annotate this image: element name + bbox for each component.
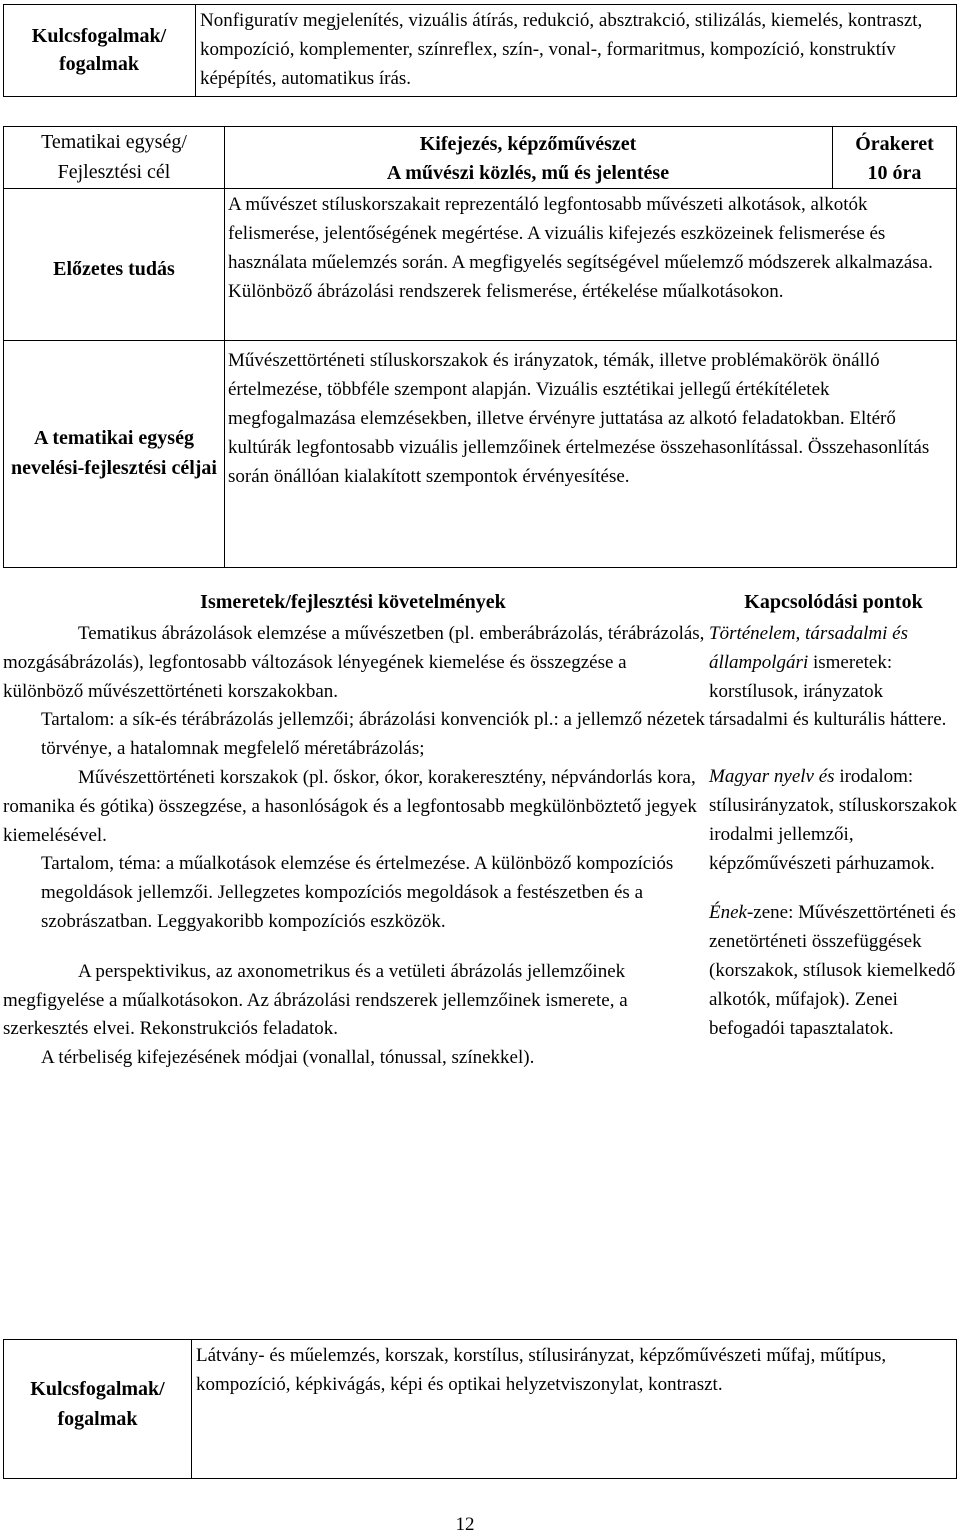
connection-music-subject: Ének <box>709 902 747 924</box>
connection-literature-text: irodalom: stílusirányzatok, stíluskorszakok irodalmi jellemzői, képzőművészeti párhuzamok. <box>709 766 958 874</box>
connection-literature <box>709 763 959 878</box>
requirements-header: Ismeretek/fejlesztési követelmények <box>200 591 506 613</box>
connections-body <box>709 620 959 1043</box>
requirement-paragraph-1: Tematikus ábrázolások elemzése a művészetben (pl. emberábrázolás, térábrázolás, mozgásábrázolás), legfontosabb változások lényegének kiemelése és összegzése a különböző művészettörténeti korszakokban. <box>3 623 705 702</box>
page-number: 12 <box>455 1514 475 1535</box>
connection-history <box>709 620 959 735</box>
unit-table-col-divider <box>224 126 225 568</box>
requirement-paragraph-5: A perspektivikus, az axonometrikus és a vetületi ábrázolás jellemzőinek megfigyelése a műalkotásokon. Az ábrázolási rendszerek jellemzőinek ismerete, a szerkesztés elvei. Rekonstrukciós feladatok. <box>3 960 628 1040</box>
top-concepts-divider <box>195 4 196 97</box>
requirement-paragraph-4: Tartalom, téma: a műalkotások elemzése és értelmezése. A különböző kompozíciós megoldások jellemzői. Jellegzetes kompozíciós megoldások a festészetben és a szobrászatban. Leggyakoribb kompozíciós eszközök. <box>41 853 674 932</box>
unit-row-divider-1 <box>3 188 957 189</box>
connection-music-text: -zene: Művészettörténeti és zenetörténeti összefüggések (korszakok, stílusok kiemelkedő alkotók, műfajok). Zenei befogadói tapasztalatok. <box>709 902 956 1039</box>
goals-text: Művészettörténeti stíluskorszakok és irányzatok, témák, illetve problémakörök önálló értelmezése, többféle szempont alapján. Vizuális esztétikai jellegű értékítéletek megfogalmazása elemzésekben, illetve érvényre juttatása az alkotó feladatokban. Eltérő kultúrák legfontosabb vizuális jellemzőinek értelmezése összehasonlítással. Összehasonlítás során önállóan kialakított szempontok érvényesítése. <box>228 350 930 487</box>
prior-knowledge-text: A művészet stíluskorszakait reprezentáló legfontosabb művészeti alkotások, alkotók felismerése, jelentőségének megértése. A vizuális kifejezés eszközeinek felismerése és használata műelemzés során. A megfigyelés segítségével műelemző módszerek alkalmazása. Különböző ábrázolási rendszerek felismerése, értékelése műalkotásokon. <box>228 194 933 302</box>
unit-title <box>228 130 828 188</box>
prior-knowledge-label: Előzetes tudás <box>53 258 175 280</box>
connection-history-text: ismeretek: korstílusok, irányzatok társadalmi és kulturális háttere. <box>709 651 947 731</box>
unit-title-line1: Kifejezés, képzőművészet <box>419 133 637 155</box>
unit-hours-divider <box>832 126 833 188</box>
bottom-concepts-text: Látvány- és műelemzés, korszak, korstílus, stílusirányzat, képzőművészeti műfaj, műtípus, kompozíció, képkivágás, képi és optikai helyzetviszonylat, kontraszt. <box>196 1345 887 1395</box>
bottom-concepts-label: Kulcsfogalmak/ fogalmak <box>30 1378 165 1430</box>
unit-hours <box>834 130 955 188</box>
requirement-paragraph-6: A térbeliség kifejezésének módjai (vonallal, tónussal, színekkel). <box>41 1047 535 1069</box>
connection-history-subject: Történelem, társadalmi és állampolgári <box>709 623 908 673</box>
unit-title-line2: A művészi közlés, mű és jelentése <box>386 162 670 184</box>
requirement-paragraph-2: Tartalom: a sík-és térábrázolás jellemzői; ábrázolási konvenciók pl.: a jellemző nézetek törvénye, a hatalomnak megfelelő méretábrázolás; <box>41 709 705 760</box>
requirements-body <box>3 620 705 1073</box>
connection-music <box>709 899 959 1043</box>
connection-literature-subject: Magyar nyelv és <box>709 766 835 788</box>
unit-label: Tematikai egység/ Fejlesztési cél <box>41 131 187 183</box>
top-concepts-label: Kulcsfogalmak/ fogalmak <box>31 25 167 75</box>
unit-row-divider-2 <box>3 340 957 341</box>
top-concepts-text: Nonfiguratív megjelenítés, vizuális átírás, redukció, absztrakció, stilizálás, kiemelés, kontraszt, kompozíció, komplementer, színreflex, szín-, vonal-, formaritmus, kompozíció, konstruktív képépítés, automatikus írás. <box>200 10 923 89</box>
hours-value: 10 óra <box>867 162 922 184</box>
bottom-concepts-divider <box>191 1339 192 1479</box>
goals-label: A tematikai egység nevelési-fejlesztési céljai <box>10 427 217 479</box>
connections-header: Kapcsolódási pontok <box>744 591 923 613</box>
requirement-paragraph-3: Művészettörténeti korszakok (pl. őskor, ókor, korakeresztény, népvándorlás kora, romanika és gótika) összegzése, a hasonlóságok és a legfontosabb megkülönböztető jegyek kiemelésével. <box>3 766 697 846</box>
hours-label: Órakeret <box>855 133 934 155</box>
